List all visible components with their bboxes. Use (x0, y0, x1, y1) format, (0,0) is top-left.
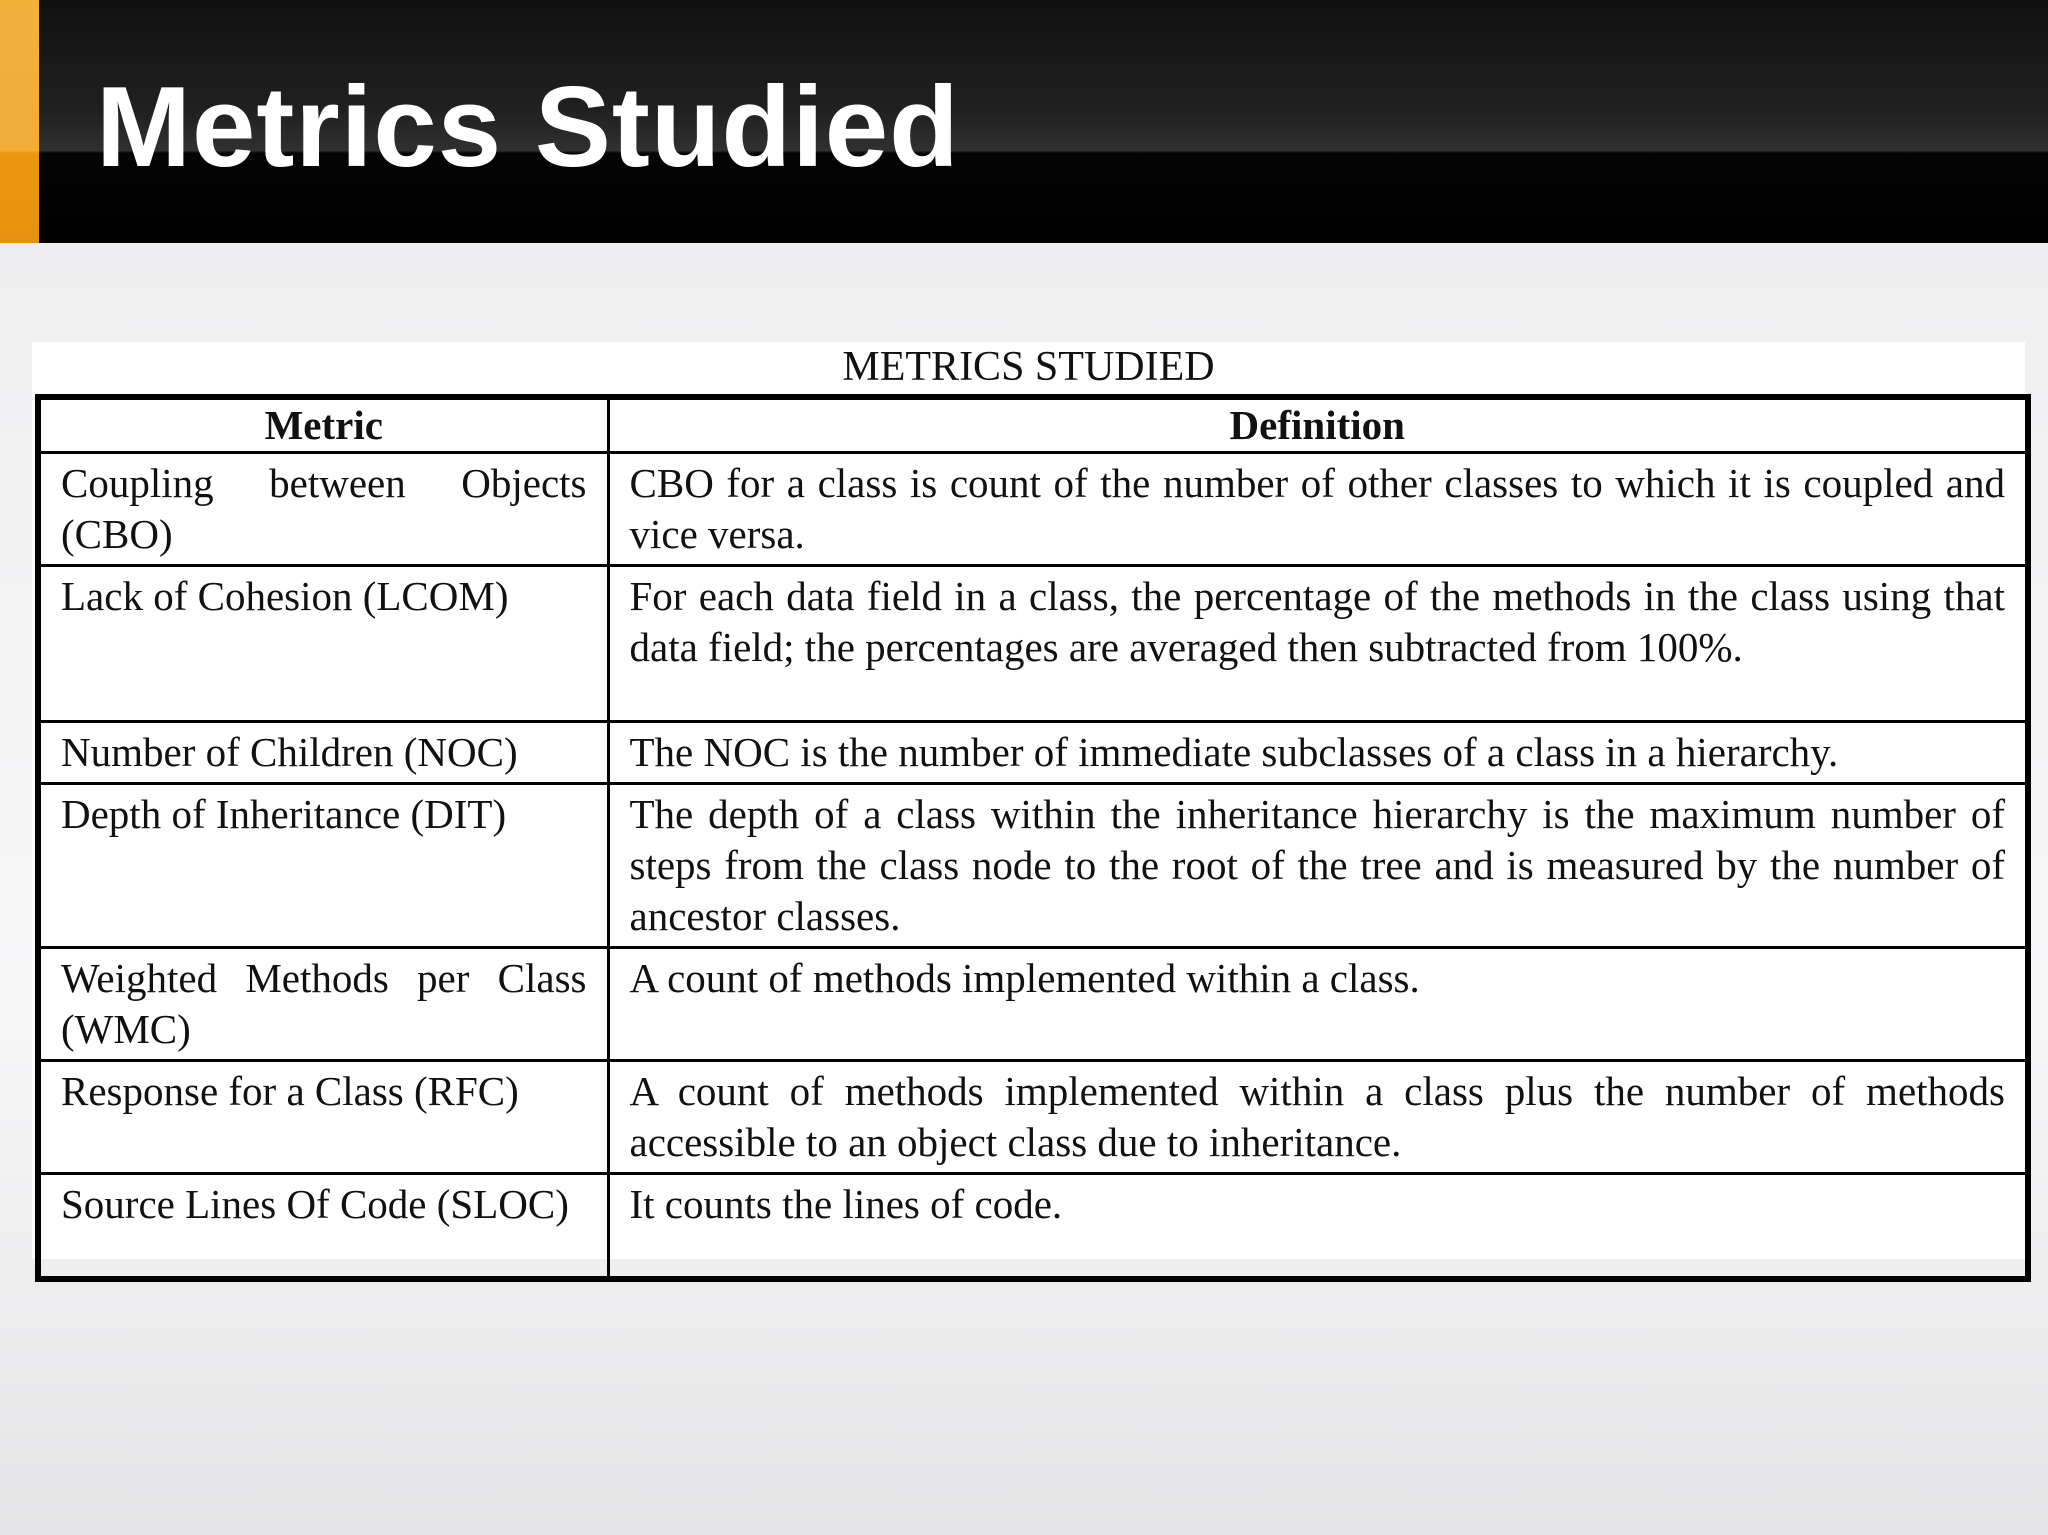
table-row (38, 948, 2028, 1061)
header-definition: Definition (608, 397, 2028, 453)
metric-cell: Lack of Cohesion (LCOM) (38, 566, 608, 722)
metric-cell: Source Lines Of Code (SLOC) (38, 1174, 608, 1279)
table-row (38, 453, 2028, 566)
table-row (38, 722, 2028, 784)
definition-cell: A count of methods implemented within a class plus the number of methods accessible to an object class due to inheritance. (608, 1061, 2028, 1174)
definition-cell: It counts the lines of code. (608, 1174, 2028, 1279)
definition-cell: CBO for a class is count of the number of other classes to which it is coupled and vice versa. (608, 453, 2028, 566)
metric-cell: Number of Children (NOC) (38, 722, 608, 784)
definition-cell: The depth of a class within the inheritance hierarchy is the maximum number of steps from the class node to the root of the tree and is measured by the number of ancestor classes. (608, 784, 2028, 948)
table-row (38, 784, 2028, 948)
accent-stripe (0, 0, 39, 243)
table-image (32, 342, 2025, 1259)
table-row (38, 1061, 2028, 1174)
table-header-row (38, 397, 2028, 453)
definition-cell: The NOC is the number of immediate subclasses of a class in a hierarchy. (608, 722, 2028, 784)
metric-cell: Coupling between Objects (CBO) (38, 453, 608, 566)
table-row (38, 566, 2028, 722)
table-row (38, 1174, 2028, 1279)
metric-cell: Weighted Methods per Class (WMC) (38, 948, 608, 1061)
metric-cell: Response for a Class (RFC) (38, 1061, 608, 1174)
metric-cell: Depth of Inheritance (DIT) (38, 784, 608, 948)
slide-title: Metrics Studied (96, 64, 960, 191)
metrics-table (35, 394, 2031, 1282)
definition-cell: For each data field in a class, the percentage of the methods in the class using that data field; the percentages are averaged then subtracted from 100%. (608, 566, 2028, 722)
table-caption: METRICS STUDIED (842, 344, 1215, 390)
definition-cell: A count of methods implemented within a class. (608, 948, 2028, 1061)
header-metric: Metric (38, 397, 608, 453)
